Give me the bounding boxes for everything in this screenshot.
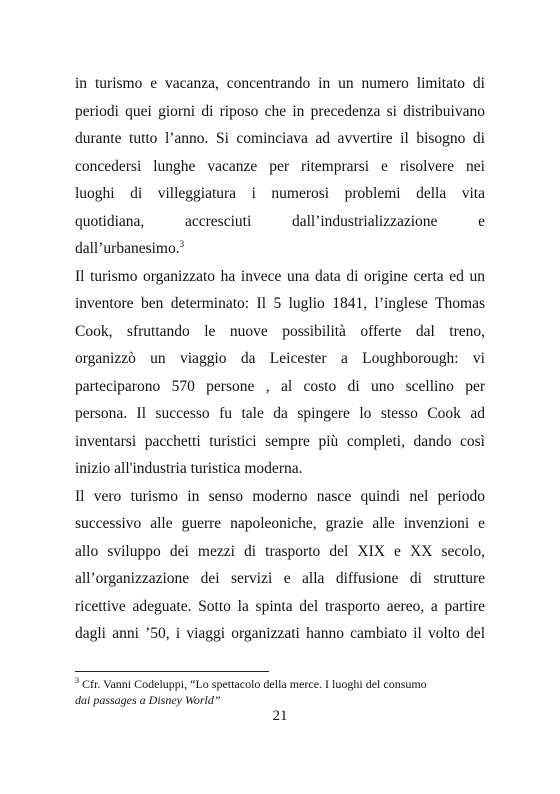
footnote-line-italic: dai passages a Disney World” (75, 693, 221, 707)
text-line-last: inizio all'industria turistica moderna. (75, 460, 303, 477)
text-line: dagli anni ’50, i viaggi organizzati hanno cambiato il volto del (75, 625, 485, 642)
page-number: 21 (272, 708, 288, 724)
text-line: allo sviluppo dei mezzi di trasporto del XIX e XX secolo, (75, 542, 485, 560)
footnote-number: 3 (75, 676, 79, 685)
footnote-reference[interactable]: 3 (179, 238, 185, 249)
text-line: persona. Il successo fu tale da spingere lo stesso Cook ad (75, 405, 485, 422)
paragraph-1 (75, 70, 485, 263)
text-line: Il vero turismo in senso moderno nasce quindi nel periodo (75, 487, 485, 505)
paragraph-3 (75, 483, 485, 648)
footnote-separator (75, 671, 269, 672)
text-line: organizzò un viaggio da Leicester a Loughborough: vi (75, 350, 485, 367)
text-line: concedersi lunghe vacanze per ritemprarsi e risolvere nei (75, 157, 485, 175)
text-line: inventarsi pacchetti turistici sempre più completi, dando così (75, 432, 485, 450)
text-line: luoghi di villeggiatura i numerosi problemi della vita (75, 185, 485, 202)
text-fragment: dall’urbanesimo. (75, 240, 180, 257)
text-line: all’organizzazione dei servizi e alla diffusione di strutture (75, 570, 485, 587)
text-line: inventore ben determinato: Il 5 luglio 1841, l’inglese Thomas (75, 295, 485, 312)
text-line: in turismo e vacanza, concentrando in un numero limitato di (75, 75, 485, 92)
text-line: Cook, sfruttando le nuove possibilità offerte dal treno, (75, 322, 485, 340)
text-line-last (75, 235, 485, 263)
text-line: quotidiana, accresciuti dall’industrializzazione e (75, 212, 485, 230)
text-line: parteciparono 570 persone , al costo di uno scellino per (75, 377, 485, 395)
text-line: ricettive adeguate. Sotto la spinta del trasporto aereo, a partire (75, 597, 485, 615)
text-line: Il turismo organizzato ha invece una data di origine certa ed un (75, 267, 485, 285)
paragraph-2 (75, 263, 485, 483)
footnote-text: Cfr. Vanni Codeluppi, “Lo spettacolo della merce. I luoghi del consumo (82, 677, 427, 691)
footnote (75, 676, 485, 708)
text-line: periodi quei giorni di riposo che in precedenza si distribuivano (75, 102, 485, 120)
text-line: durante tutto l’anno. Si cominciava ad avvertire il bisogno di (75, 130, 485, 147)
footnote-line (75, 676, 485, 692)
text-line: successivo alle guerre napoleoniche, grazie alle invenzioni e (75, 515, 485, 532)
